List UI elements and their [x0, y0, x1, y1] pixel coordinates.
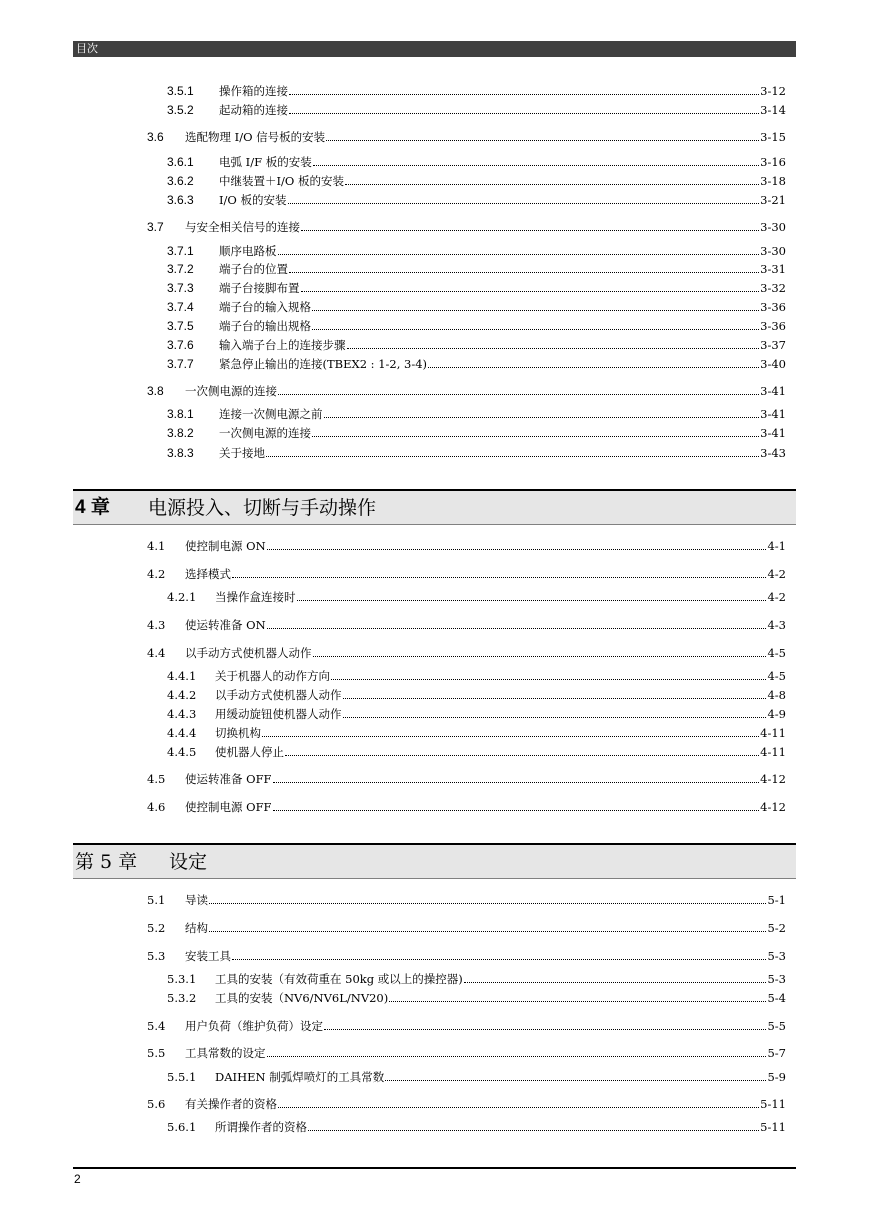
toc-entry[interactable] [167, 281, 786, 295]
toc-leader-dots [428, 357, 759, 368]
toc-entry-title: I/O 板的安装 [219, 193, 287, 207]
toc-leader-dots [297, 590, 767, 601]
toc-entry[interactable] [147, 646, 786, 660]
toc-entry-page: 5-9 [767, 1070, 786, 1084]
toc-entry-number: 3.6.1 [167, 155, 194, 169]
toc-entry[interactable] [147, 800, 786, 814]
toc-entry-page: 3-36 [760, 300, 786, 314]
toc-entry-title: 关于机器人的动作方向 [215, 669, 330, 683]
toc-entry-title: 输入端子台上的连接步骤 [219, 338, 346, 352]
toc-leader-dots [313, 155, 759, 166]
toc-entry-title: 一次侧电源的连接 [185, 384, 277, 398]
toc-entry-number: 3.7.2 [167, 262, 194, 276]
toc-entry[interactable] [167, 991, 786, 1005]
toc-leader-dots [308, 1120, 759, 1131]
toc-entry-page: 3-41 [760, 384, 786, 398]
toc-entry[interactable] [167, 707, 786, 721]
toc-leader-dots [313, 646, 767, 657]
toc-entry-page: 3-43 [760, 446, 786, 460]
toc-entry-title: 选择模式 [185, 567, 231, 581]
toc-leader-dots [267, 1046, 767, 1057]
toc-entry[interactable] [167, 726, 786, 740]
toc-entry-page: 3-30 [760, 220, 786, 234]
toc-entry-number: 5.3.1 [167, 972, 197, 986]
toc-entry-title: 当操作盒连接时 [215, 590, 296, 604]
toc-entry[interactable] [167, 446, 786, 460]
toc-entry-page: 3-14 [760, 103, 786, 117]
toc-entry-title: 使控制电源 OFF [185, 800, 272, 814]
toc-entry-page: 4-11 [760, 726, 786, 740]
toc-entry-number: 3.5.1 [167, 84, 194, 98]
toc-entry-page: 3-15 [760, 130, 786, 144]
toc-entry-title: 导读 [185, 893, 208, 907]
toc-entry-number: 5.3.2 [167, 991, 197, 1005]
toc-entry-title: 紧急停止输出的连接(TBEX2 : 1-2, 3-4) [219, 357, 428, 371]
toc-entry-page: 3-41 [760, 407, 786, 421]
toc-entry[interactable] [167, 244, 786, 258]
toc-entry-page: 5-2 [767, 921, 786, 935]
toc-entry-number: 3.6.2 [167, 174, 194, 188]
chapter-4-heading [73, 489, 796, 525]
toc-entry-number: 3.7 [147, 220, 164, 234]
toc-entry[interactable] [167, 745, 786, 759]
toc-leader-dots [289, 84, 759, 95]
toc-entry-number: 3.8.3 [167, 446, 194, 460]
toc-leader-dots [324, 1019, 766, 1030]
toc-entry-page: 5-5 [767, 1019, 786, 1033]
toc-leader-dots [262, 726, 759, 737]
toc-entry-title: 顺序电路板 [219, 244, 277, 258]
toc-leader-dots [288, 193, 760, 204]
toc-entry-title: 使控制电源 ON [185, 539, 266, 553]
toc-entry[interactable] [167, 590, 786, 604]
toc-entry-page: 3-30 [760, 244, 786, 258]
toc-entry-number: 3.7.3 [167, 281, 194, 295]
toc-entry-title: 与安全相关信号的连接 [185, 220, 300, 234]
toc-entry-page: 5-1 [767, 893, 786, 907]
toc-leader-dots [347, 338, 760, 349]
toc-leader-dots [326, 130, 759, 141]
toc-entry-page: 5-3 [767, 949, 786, 963]
toc-entry[interactable] [167, 1120, 786, 1134]
toc-leader-dots [301, 281, 760, 292]
toc-entry-number: 5.5 [147, 1046, 166, 1060]
toc-entry-title: DAIHEN 制弧焊喷灯的工具常数 [215, 1070, 385, 1084]
toc-entry-page: 4-12 [760, 772, 786, 786]
toc-entry-title: 起动箱的连接 [219, 103, 288, 117]
toc-leader-dots [464, 972, 767, 983]
toc-leader-dots [267, 618, 767, 629]
toc-entry-page: 3-32 [760, 281, 786, 295]
toc-entry-title: 结构 [185, 921, 208, 935]
toc-entry-page: 3-21 [760, 193, 786, 207]
toc-leader-dots [278, 244, 760, 255]
toc-entry-number: 3.8.1 [167, 407, 194, 421]
toc-leader-dots [345, 174, 759, 185]
toc-entry-number: 5.2 [147, 921, 166, 935]
toc-leader-dots [209, 893, 766, 904]
toc-entry-title: 使机器人停止 [215, 745, 284, 759]
toc-leader-dots [312, 426, 759, 437]
toc-entry-title: 以手动方式使机器人动作 [215, 688, 342, 702]
toc-entry-number: 4.4.2 [167, 688, 197, 702]
toc-entry[interactable] [147, 1019, 786, 1033]
toc-leader-dots [324, 407, 760, 418]
toc-entry-number: 4.1 [147, 539, 166, 553]
chapter-5-heading [73, 843, 796, 879]
toc-entry[interactable] [147, 921, 786, 935]
toc-entry[interactable] [147, 772, 786, 786]
toc-entry[interactable] [147, 1097, 786, 1111]
toc-entry[interactable] [167, 669, 786, 683]
toc-leader-dots [385, 1070, 766, 1081]
toc-entry[interactable] [167, 972, 786, 986]
toc-entry-title: 工具的安装（NV6/NV6L/NV20) [215, 991, 389, 1005]
toc-entry[interactable] [167, 174, 786, 188]
chapter-4-title: 电源投入、切断与手动操作 [148, 497, 377, 519]
toc-entry-page: 4-3 [767, 618, 786, 632]
chapter-5-title: 设定 [169, 851, 208, 873]
toc-entry-page: 4-2 [767, 590, 786, 604]
toc-entry-page: 5-11 [760, 1097, 786, 1111]
toc-entry-title: 一次侧电源的连接 [219, 426, 311, 440]
toc-entry-page: 3-36 [760, 319, 786, 333]
toc-entry[interactable] [147, 1046, 786, 1060]
toc-entry-title: 端子台的输出规格 [219, 319, 311, 333]
toc-entry[interactable] [147, 384, 786, 398]
toc-entry-page: 4-12 [760, 800, 786, 814]
toc-entry-page: 3-31 [760, 262, 786, 276]
toc-entry-number: 3.8.2 [167, 426, 194, 440]
toc-entry-title: 连接一次侧电源之前 [219, 407, 323, 421]
toc-entry[interactable] [167, 319, 786, 333]
toc-leader-dots [273, 800, 760, 811]
toc-leader-dots [232, 949, 766, 960]
toc-entry-page: 4-11 [760, 745, 786, 759]
toc-entry-title: 有关操作者的资格 [185, 1097, 277, 1111]
toc-entry-title: 中继装置＋I/O 板的安装 [219, 174, 344, 188]
toc-entry[interactable] [167, 84, 786, 98]
toc-entry-number: 3.7.1 [167, 244, 194, 258]
toc-leader-dots [331, 669, 766, 680]
toc-entry-title: 切换机构 [215, 726, 261, 740]
toc-entry-page: 3-12 [760, 84, 786, 98]
toc-entry[interactable] [167, 103, 786, 117]
toc-entry-number: 4.6 [147, 800, 166, 814]
toc-leader-dots [266, 446, 759, 457]
toc-leader-dots [343, 688, 767, 699]
toc-entry[interactable] [147, 539, 786, 553]
toc-entry[interactable] [147, 949, 786, 963]
toc-leader-dots [289, 103, 759, 114]
toc-entry-number: 3.8 [147, 384, 164, 398]
toc-leader-dots [289, 262, 759, 273]
toc-leader-dots [343, 707, 767, 718]
toc-entry-page: 5-3 [767, 972, 786, 986]
toc-entry[interactable] [167, 688, 786, 702]
toc-entry-title: 工具常数的设定 [185, 1046, 266, 1060]
toc-entry-title: 用缓动旋钮使机器人动作 [215, 707, 342, 721]
toc-entry-number: 4.5 [147, 772, 166, 786]
toc-entry-number: 3.7.5 [167, 319, 194, 333]
toc-entry-page: 3-41 [760, 426, 786, 440]
toc-entry-title: 关于接地 [219, 446, 265, 460]
page-number: 2 [74, 1172, 81, 1186]
toc-entry-number: 3.6.3 [167, 193, 194, 207]
toc-leader-dots [278, 1097, 759, 1108]
chapter-4-number: 4 章 [75, 497, 110, 518]
toc-entry[interactable] [167, 1070, 786, 1084]
toc-entry-title: 工具的安装（有效荷重在 50kg 或以上的操控器) [215, 972, 463, 986]
toc-entry-number: 3.7.7 [167, 357, 194, 371]
toc-entry-number: 4.4.1 [167, 669, 197, 683]
toc-entry[interactable] [147, 893, 786, 907]
toc-entry-page: 3-37 [760, 338, 786, 352]
toc-entry-number: 4.2.1 [167, 590, 197, 604]
toc-leader-dots [232, 567, 766, 578]
toc-entry-page: 3-18 [760, 174, 786, 188]
toc-entry-title: 端子台接脚布置 [219, 281, 300, 295]
toc-entry-number: 4.4.5 [167, 745, 197, 759]
toc-entry-page: 5-11 [760, 1120, 786, 1134]
toc-entry-title: 使运转准备 OFF [185, 772, 272, 786]
toc-entry-title: 以手动方式使机器人动作 [185, 646, 312, 660]
toc-entry-number: 5.4 [147, 1019, 166, 1033]
toc-entry[interactable] [167, 426, 786, 440]
toc-entry[interactable] [167, 338, 786, 352]
toc-entry-number: 4.2 [147, 567, 166, 581]
toc-entry[interactable] [147, 130, 786, 144]
footer-rule [73, 1167, 796, 1169]
toc-leader-dots [267, 539, 767, 550]
toc-entry-page: 5-4 [767, 991, 786, 1005]
toc-entry-title: 操作箱的连接 [219, 84, 288, 98]
toc-entry[interactable] [167, 357, 786, 371]
toc-leader-dots [285, 745, 759, 756]
toc-entry-title: 安装工具 [185, 949, 231, 963]
toc-entry-number: 5.3 [147, 949, 166, 963]
toc-entry[interactable] [147, 567, 786, 581]
toc-entry[interactable] [147, 618, 786, 632]
toc-leader-dots [312, 319, 759, 330]
toc-leader-dots [278, 384, 759, 395]
toc-entry-number: 3.6 [147, 130, 164, 144]
toc-entry-number: 5.6 [147, 1097, 166, 1111]
toc-entry-title: 用户负荷（维护负荷）设定 [185, 1019, 323, 1033]
toc-entry[interactable] [167, 407, 786, 421]
toc-entry-number: 3.7.4 [167, 300, 194, 314]
toc-entry-title: 端子台的位置 [219, 262, 288, 276]
toc-entry-number: 5.6.1 [167, 1120, 197, 1134]
toc-entry-number: 4.4.3 [167, 707, 197, 721]
toc-entry[interactable] [147, 220, 786, 234]
toc-entry-page: 4-5 [767, 669, 786, 683]
header-label: 目次 [76, 42, 98, 55]
toc-leader-dots [209, 921, 766, 932]
toc-entry[interactable] [167, 300, 786, 314]
toc-entry[interactable] [167, 193, 786, 207]
toc-entry-title: 端子台的输入规格 [219, 300, 311, 314]
toc-entry-page: 3-16 [760, 155, 786, 169]
toc-leader-dots [312, 300, 759, 311]
toc-entry-page: 4-2 [767, 567, 786, 581]
toc-entry-title: 使运转准备 ON [185, 618, 266, 632]
toc-leader-dots [389, 991, 766, 1002]
toc-entry-page: 3-40 [760, 357, 786, 371]
toc-entry[interactable] [167, 155, 786, 169]
toc-entry-page: 4-8 [767, 688, 786, 702]
header-bar [73, 41, 796, 57]
toc-entry-page: 4-5 [767, 646, 786, 660]
toc-entry-title: 电弧 I/F 板的安装 [219, 155, 312, 169]
toc-entry-number: 4.3 [147, 618, 166, 632]
toc-entry[interactable] [167, 262, 786, 276]
toc-entry-number: 4.4 [147, 646, 166, 660]
toc-entry-title: 所谓操作者的资格 [215, 1120, 307, 1134]
toc-entry-number: 3.5.2 [167, 103, 194, 117]
toc-entry-number: 5.1 [147, 893, 166, 907]
toc-entry-title: 选配物理 I/O 信号板的安装 [185, 130, 326, 144]
toc-entry-page: 4-9 [767, 707, 786, 721]
toc-entry-number: 4.4.4 [167, 726, 197, 740]
toc-leader-dots [301, 220, 759, 231]
toc-entry-page: 5-7 [767, 1046, 786, 1060]
toc-entry-number: 3.7.6 [167, 338, 194, 352]
toc-leader-dots [273, 772, 760, 783]
chapter-5-number: 第 5 章 [75, 851, 138, 873]
toc-entry-number: 5.5.1 [167, 1070, 197, 1084]
toc-entry-page: 4-1 [767, 539, 786, 553]
